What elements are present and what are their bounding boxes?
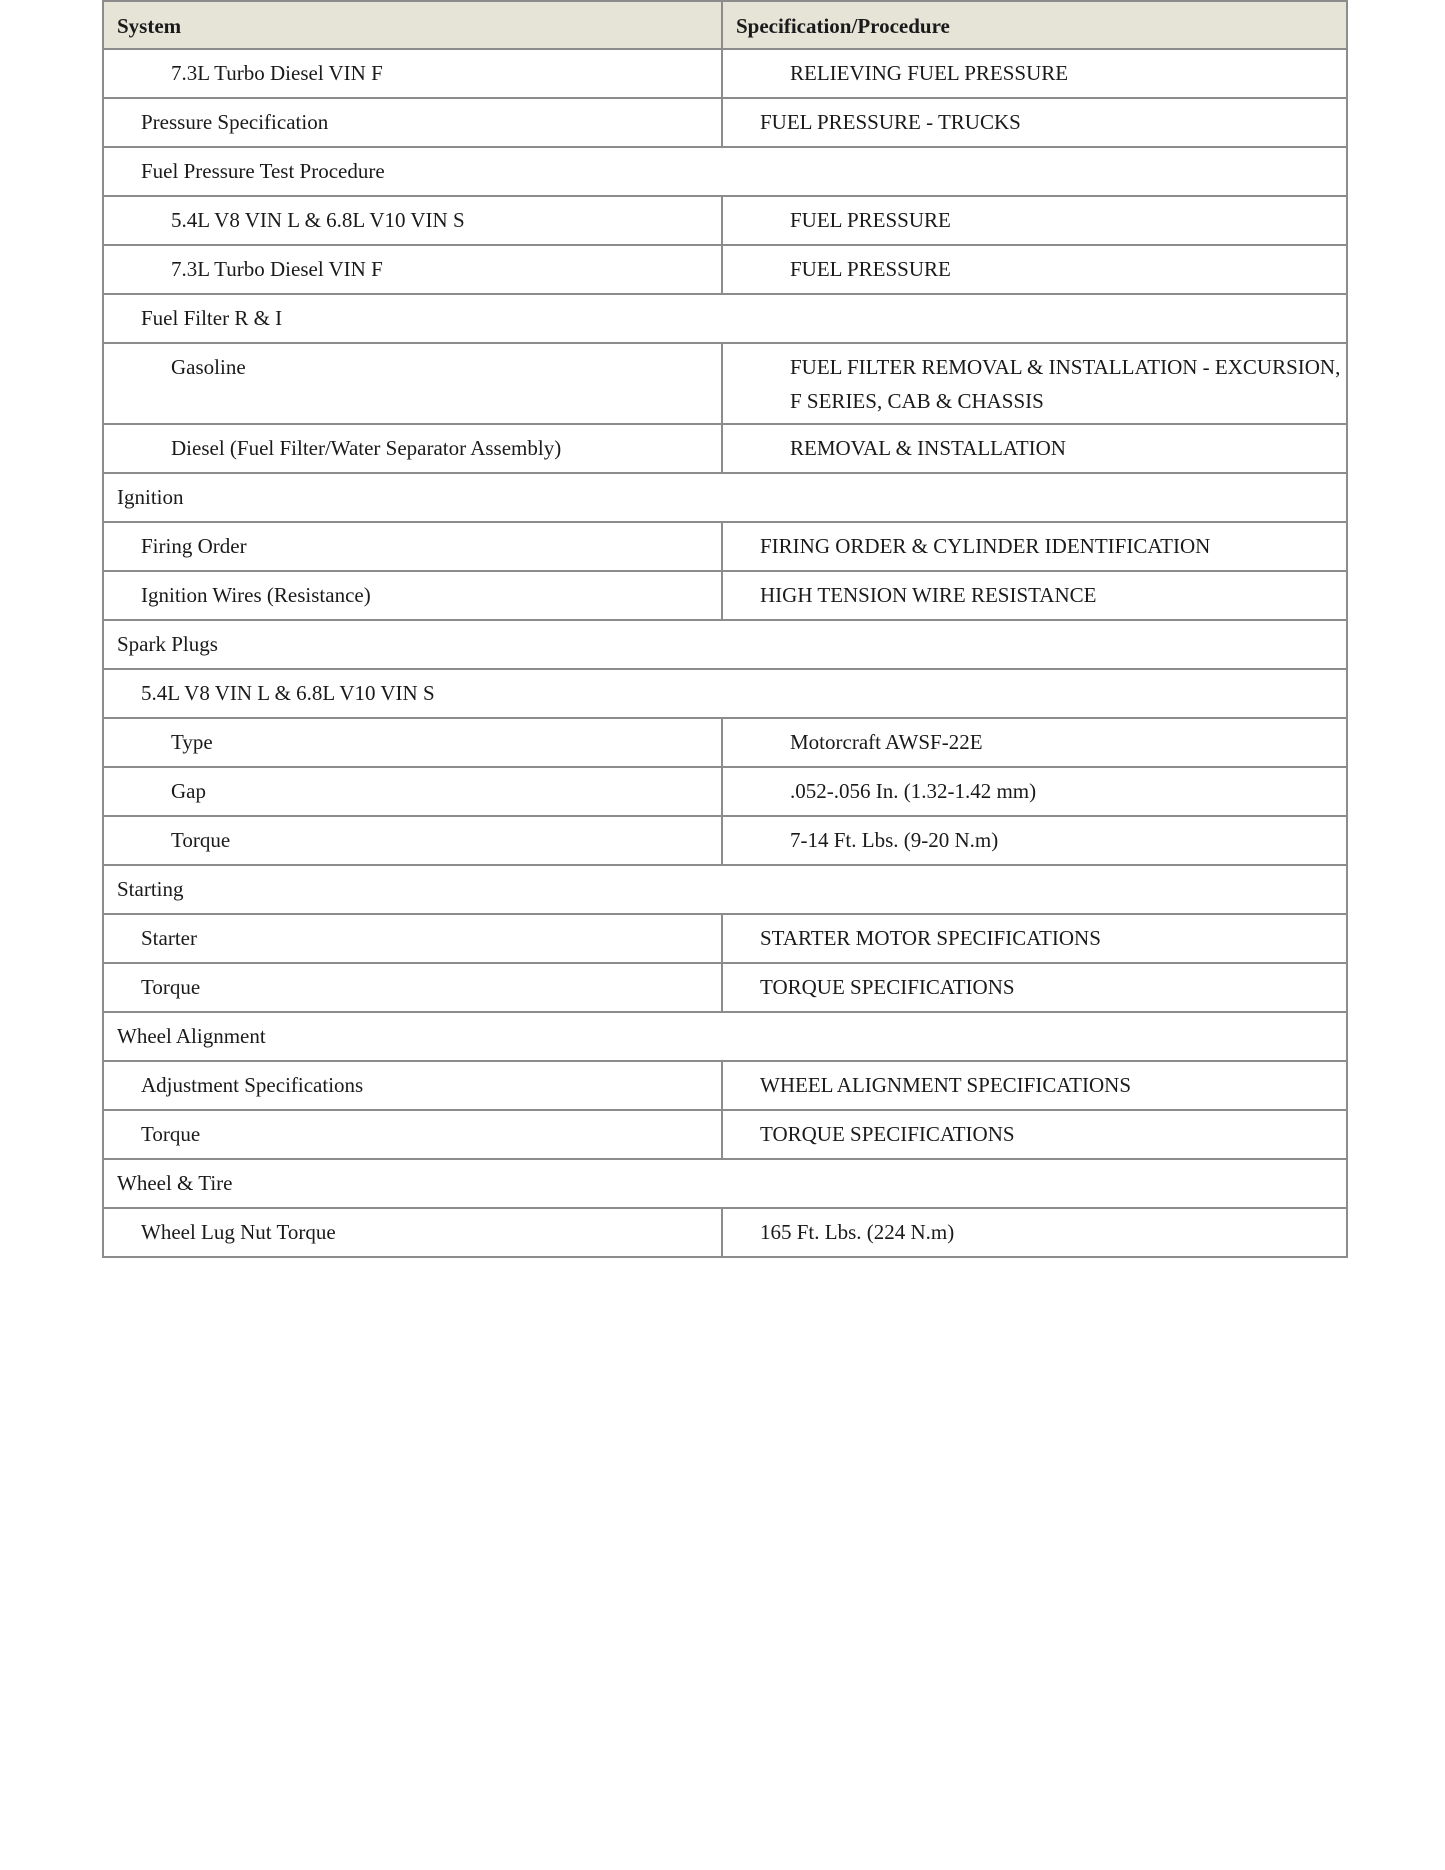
- table-section-row: [103, 147, 1347, 196]
- table-row: [103, 767, 1347, 816]
- spec-cell: HIGH TENSION WIRE RESISTANCE: [722, 571, 1347, 620]
- spec-cell: RELIEVING FUEL PRESSURE: [722, 49, 1347, 98]
- table-row: [103, 963, 1347, 1012]
- system-cell: Pressure Specification: [103, 98, 722, 147]
- section-heading: Starting: [103, 865, 1347, 914]
- system-cell: Starter: [103, 914, 722, 963]
- table-row: [103, 245, 1347, 294]
- section-heading: Wheel Alignment: [103, 1012, 1347, 1061]
- spec-cell: REMOVAL & INSTALLATION: [722, 424, 1347, 473]
- table-section-row: [103, 865, 1347, 914]
- system-cell: Torque: [103, 1110, 722, 1159]
- table-row: [103, 571, 1347, 620]
- table-row: [103, 1208, 1347, 1257]
- system-cell: Type: [103, 718, 722, 767]
- spec-cell: FUEL FILTER REMOVAL & INSTALLATION - EXCURSION, F SERIES, CAB & CHASSIS: [722, 343, 1347, 424]
- table-section-row: [103, 294, 1347, 343]
- table-section-row: [103, 669, 1347, 718]
- section-heading: Fuel Pressure Test Procedure: [103, 147, 1347, 196]
- table-row: [103, 343, 1347, 424]
- specifications-table: [102, 0, 1348, 1258]
- spec-cell: FUEL PRESSURE - TRUCKS: [722, 98, 1347, 147]
- section-heading: Spark Plugs: [103, 620, 1347, 669]
- spec-cell: .052-.056 In. (1.32-1.42 mm): [722, 767, 1347, 816]
- table-row: [103, 1061, 1347, 1110]
- section-heading: Wheel & Tire: [103, 1159, 1347, 1208]
- system-cell: 7.3L Turbo Diesel VIN F: [103, 245, 722, 294]
- spec-cell: 165 Ft. Lbs. (224 N.m): [722, 1208, 1347, 1257]
- table-row: [103, 914, 1347, 963]
- table-row: [103, 522, 1347, 571]
- system-cell: Diesel (Fuel Filter/Water Separator Assembly): [103, 424, 722, 473]
- system-cell: Firing Order: [103, 522, 722, 571]
- system-cell: 5.4L V8 VIN L & 6.8L V10 VIN S: [103, 196, 722, 245]
- table-section-row: [103, 1159, 1347, 1208]
- spec-cell: WHEEL ALIGNMENT SPECIFICATIONS: [722, 1061, 1347, 1110]
- spec-cell: FUEL PRESSURE: [722, 196, 1347, 245]
- system-cell: Torque: [103, 963, 722, 1012]
- table-section-row: [103, 473, 1347, 522]
- spec-cell: STARTER MOTOR SPECIFICATIONS: [722, 914, 1347, 963]
- system-column-header: System: [103, 1, 722, 49]
- spec-cell: FUEL PRESSURE: [722, 245, 1347, 294]
- table-row: [103, 98, 1347, 147]
- system-cell: Ignition Wires (Resistance): [103, 571, 722, 620]
- system-cell: Wheel Lug Nut Torque: [103, 1208, 722, 1257]
- table-row: [103, 718, 1347, 767]
- table-section-row: [103, 1012, 1347, 1061]
- table-row: [103, 196, 1347, 245]
- spec-cell: Motorcraft AWSF-22E: [722, 718, 1347, 767]
- table-row: [103, 424, 1347, 473]
- section-heading: 5.4L V8 VIN L & 6.8L V10 VIN S: [103, 669, 1347, 718]
- spec-column-header: Specification/Procedure: [722, 1, 1347, 49]
- system-cell: Torque: [103, 816, 722, 865]
- system-cell: Gasoline: [103, 343, 722, 424]
- table-row: [103, 816, 1347, 865]
- header-row: [103, 1, 1347, 49]
- spec-cell: TORQUE SPECIFICATIONS: [722, 1110, 1347, 1159]
- table-row: [103, 1110, 1347, 1159]
- table-body: [103, 49, 1347, 1257]
- spec-cell: FIRING ORDER & CYLINDER IDENTIFICATION: [722, 522, 1347, 571]
- system-cell: Adjustment Specifications: [103, 1061, 722, 1110]
- system-cell: Gap: [103, 767, 722, 816]
- section-heading: Fuel Filter R & I: [103, 294, 1347, 343]
- system-cell: 7.3L Turbo Diesel VIN F: [103, 49, 722, 98]
- table-row: [103, 49, 1347, 98]
- spec-cell: 7-14 Ft. Lbs. (9-20 N.m): [722, 816, 1347, 865]
- table-header: [103, 1, 1347, 49]
- section-heading: Ignition: [103, 473, 1347, 522]
- spec-cell: TORQUE SPECIFICATIONS: [722, 963, 1347, 1012]
- table-section-row: [103, 620, 1347, 669]
